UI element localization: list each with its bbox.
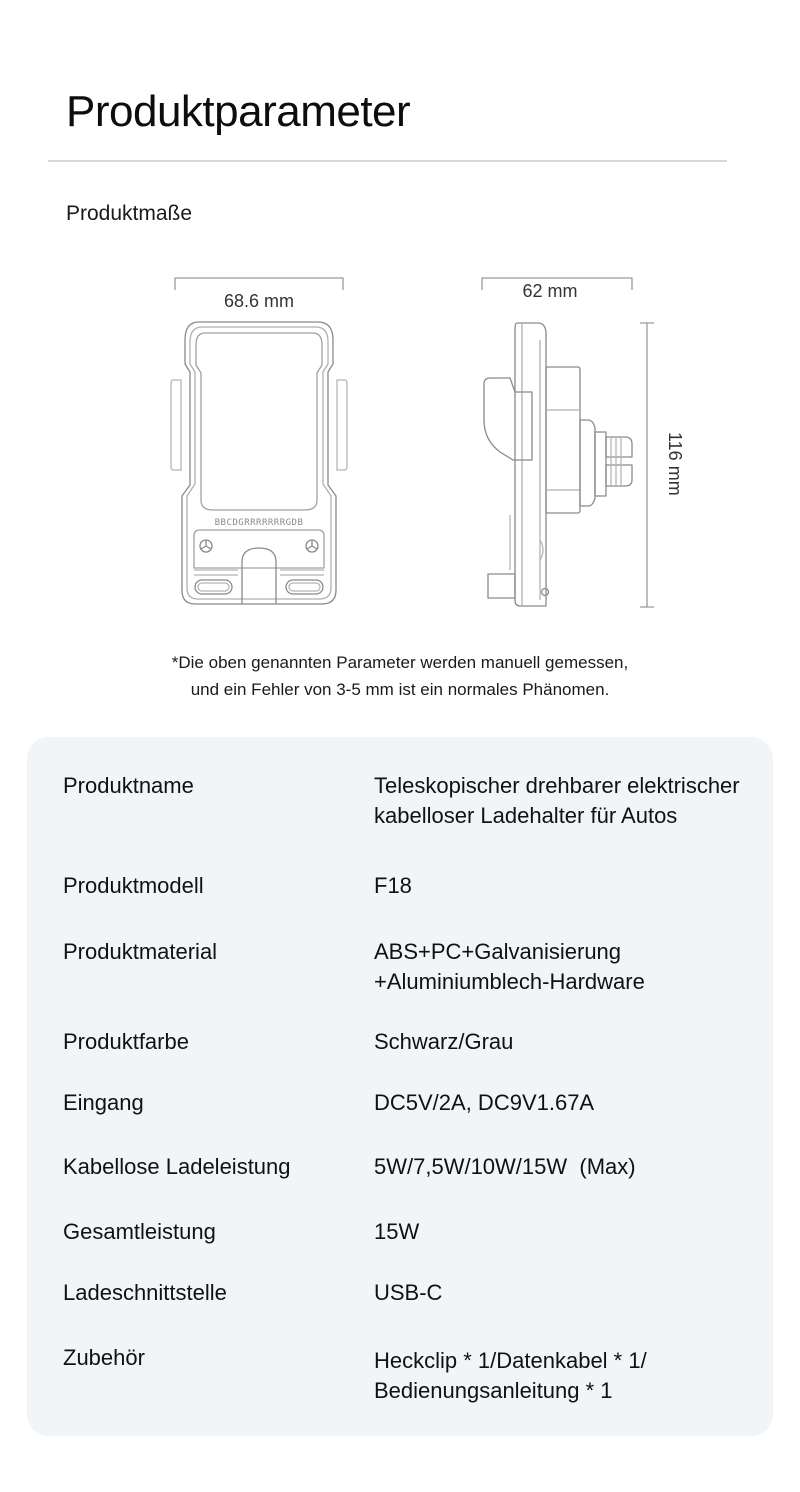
spec-value: [374, 1027, 769, 1057]
spec-label: Produktmodell: [63, 873, 204, 898]
svg-text:BBCDGRRRRRRRGDB: BBCDGRRRRRRRGDB: [214, 518, 304, 528]
spec-label: Zubehör: [63, 1345, 145, 1370]
spec-value-line: DC5V/2A, DC9V1.67A: [374, 1090, 595, 1115]
spec-value: [374, 871, 769, 901]
spec-value: [374, 1088, 769, 1118]
height-label: 116 mm: [665, 432, 685, 496]
side-view: [484, 323, 632, 606]
height-dimension-line: [640, 323, 654, 607]
page-title: Produktparameter: [66, 87, 411, 136]
spec-value-line: +Aluminiumblech-Hardware: [374, 969, 645, 994]
spec-value: [374, 1346, 769, 1406]
spec-label: Gesamtleistung: [63, 1219, 216, 1244]
product-dimension-drawing: [0, 0, 800, 640]
section-title-dimensions: Produktmaße: [66, 202, 193, 225]
spec-value-line: Bedienungsanleitung * 1: [374, 1378, 613, 1403]
spec-value-line: 5W/7,5W/10W/15W (Max): [374, 1154, 636, 1179]
spec-value: [374, 1152, 769, 1182]
spec-label: Produktname: [63, 773, 194, 798]
spec-value-line: Heckclip * 1/Datenkabel * 1/: [374, 1348, 647, 1373]
measurement-note-line-1: *Die oben genannten Parameter werden manuell gemessen,: [171, 653, 629, 672]
spec-value-line: 15W: [374, 1219, 420, 1244]
spec-value-line: Teleskopischer drehbarer elektrischer: [374, 773, 740, 798]
spec-value-line: ABS+PC+Galvanisierung: [374, 939, 622, 964]
spec-table-card: [27, 737, 773, 1436]
spec-label: Kabellose Ladeleistung: [63, 1154, 291, 1179]
width-dimension-line: [175, 278, 343, 290]
spec-value: [374, 937, 769, 997]
front-view: [171, 322, 347, 604]
spec-label: Ladeschnittstelle: [63, 1280, 227, 1305]
measurement-note-line-2: und ein Fehler von 3-5 mm ist ein normales Phänomen.: [190, 680, 610, 699]
spec-value-line: Schwarz/Grau: [374, 1029, 514, 1054]
side-depth-label: 62 mm: [522, 281, 578, 301]
front-width-label: 68.6 mm: [223, 291, 295, 311]
spec-value-line: USB-C: [374, 1280, 443, 1305]
spec-value-line: F18: [374, 873, 412, 898]
spec-value: [374, 1278, 769, 1308]
spec-label: Produktfarbe: [63, 1029, 189, 1054]
spec-value: [374, 771, 769, 831]
spec-value: [374, 1217, 769, 1247]
spec-label: Produktmaterial: [63, 939, 218, 964]
spec-label: Eingang: [63, 1090, 144, 1115]
spec-value-line: kabelloser Ladehalter für Autos: [374, 803, 678, 828]
